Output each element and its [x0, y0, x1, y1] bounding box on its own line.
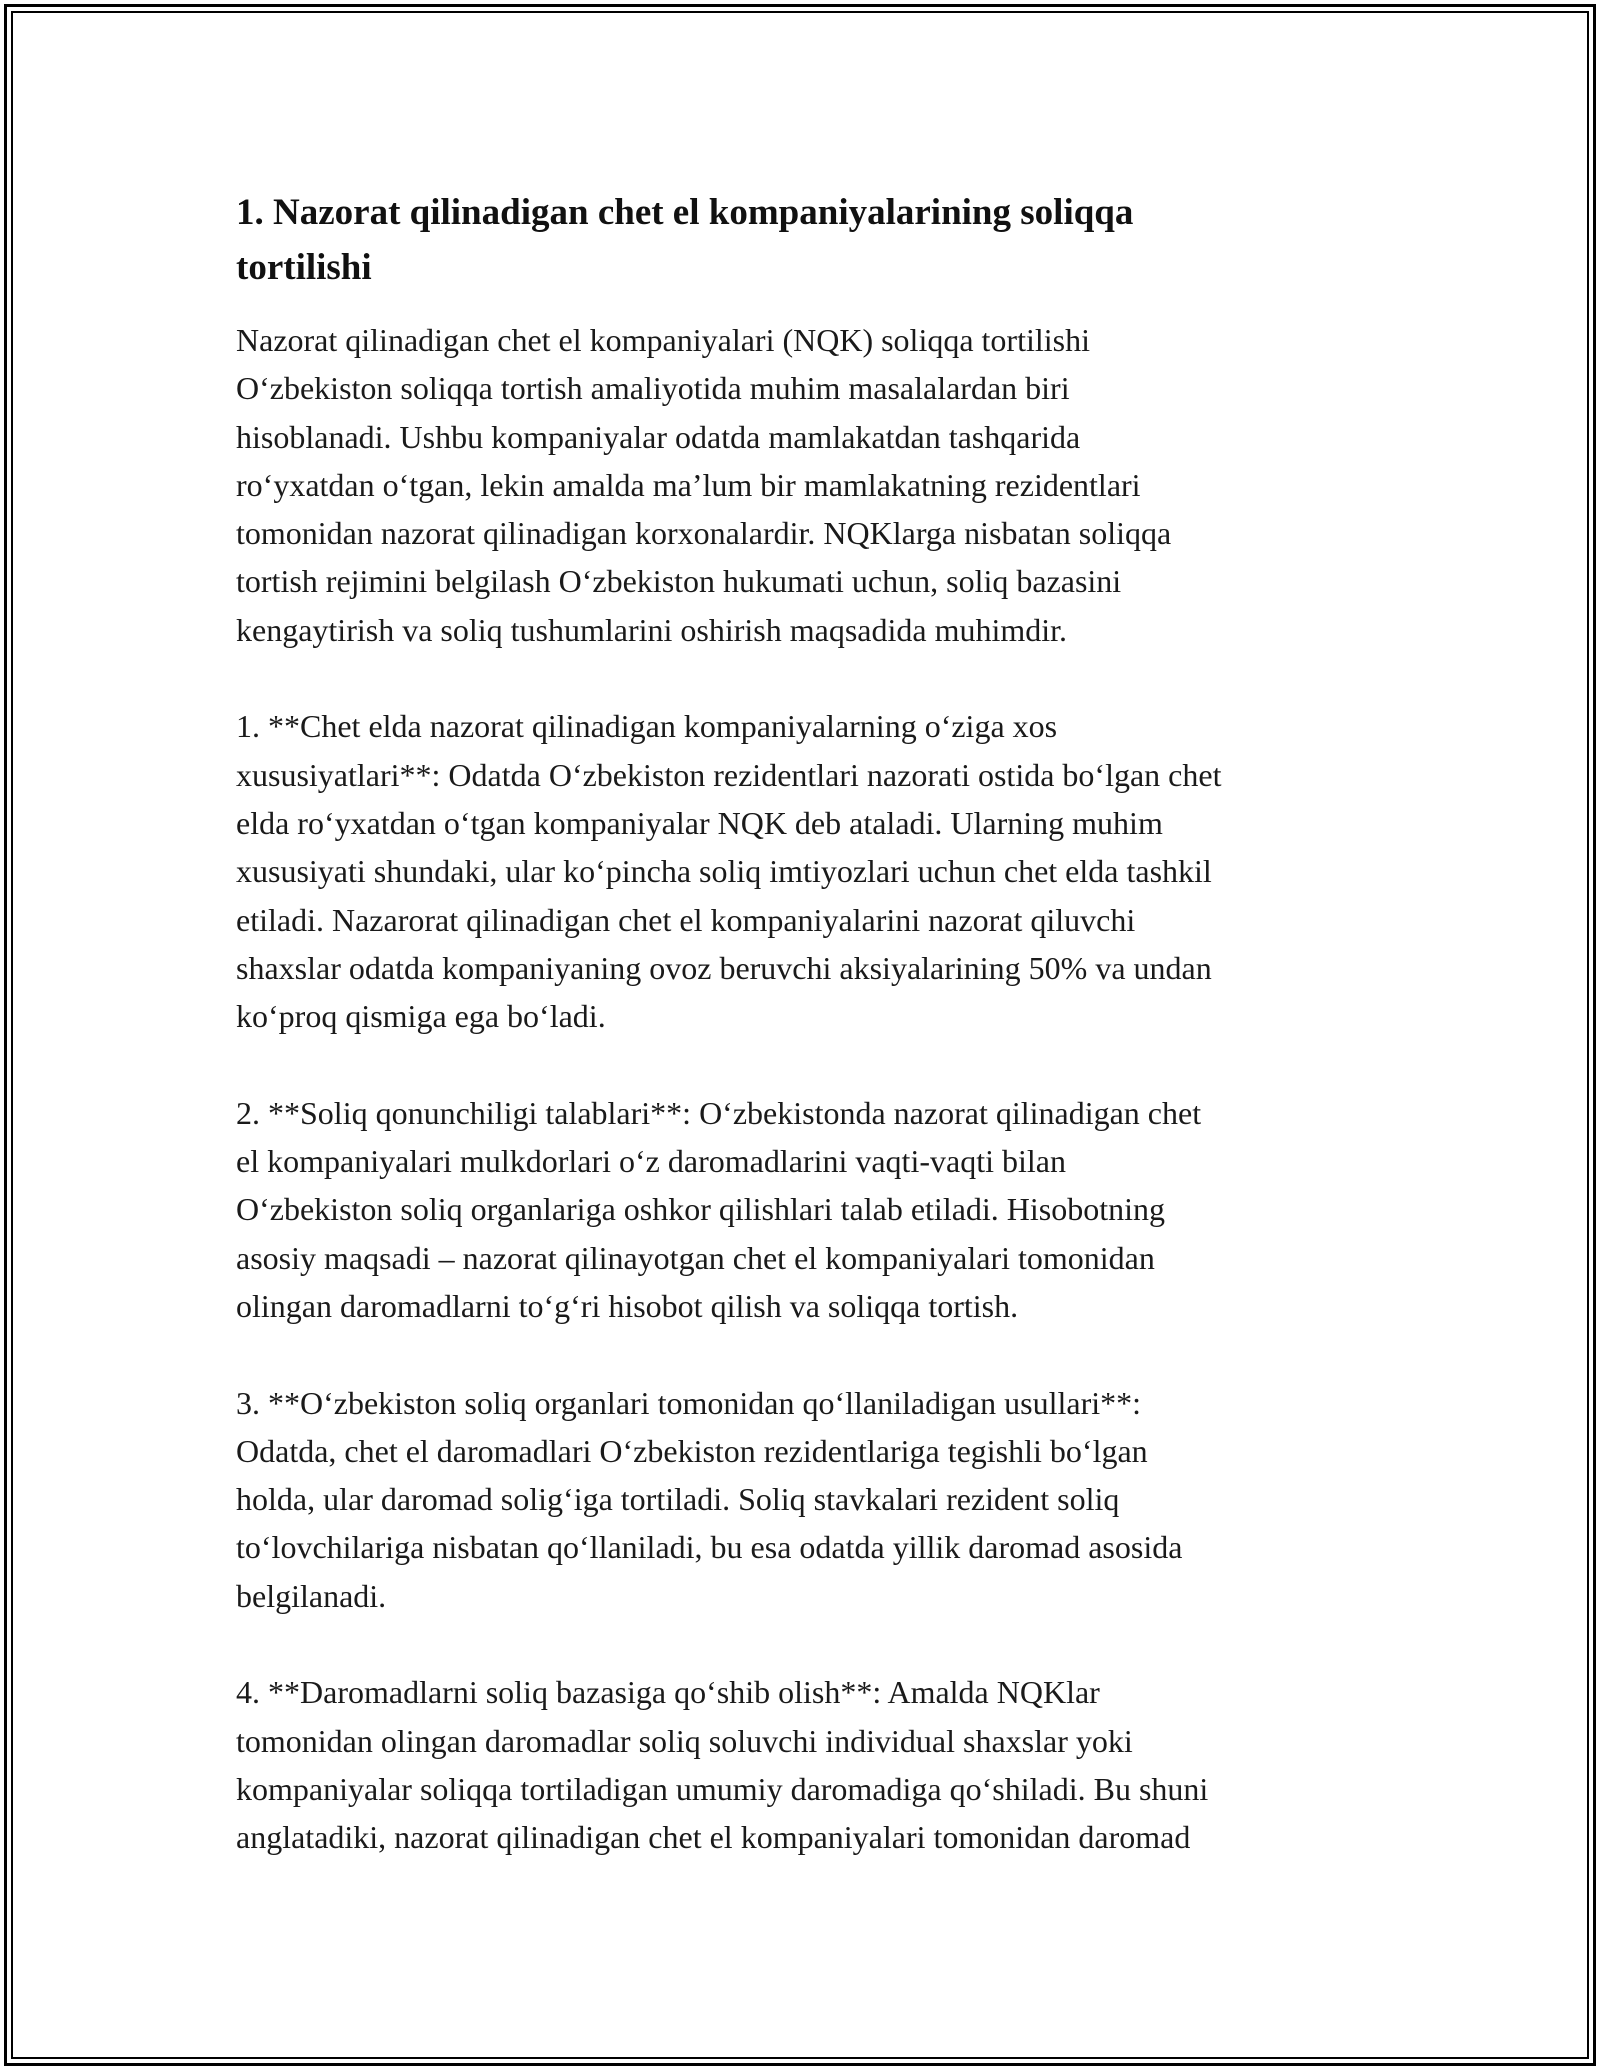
section-heading: 1. Nazorat qilinadigan chet el kompaniyalarining soliqqa tortilishi	[236, 192, 1134, 288]
intro-paragraph: Nazorat qilinadigan chet el kompaniyalari (NQK) soliqqa tortilishi O‘zbekiston soliqqa tortish amaliyotida muhim masalalardan biri hisoblanadi. Ushbu kompaniyalar odatda mamlakatdan tashqarida ro‘yxatdan o‘tgan, lekin amalda ma’lum bir mamlakatning rezidentlari tomonidan nazorat qilinadigan korxonalardir. NQKlarga nisbatan soliqqa tortish rejimini belgilash O‘zbekiston hukumati uchun, soliq bazasini kengaytirish va soliq tushumlarini oshirish maqsadida muhimdir.	[236, 322, 1172, 648]
list-item-3: 3. **O‘zbekiston soliq organlari tomonidan qo‘llaniladigan usullari**: Odatda, chet el daromadlari O‘zbekiston rezidentlariga tegishli bo‘lgan holda, ular daromad solig‘iga tortiladi. Soliq stavkalari rezident soliq to‘lovchilariga nisbatan qo‘llaniladi, bu esa odatda yillik daromad asosida belgilanadi.	[236, 1384, 1183, 1614]
document-body	[236, 185, 1376, 1862]
list-item-4: 4. **Daromadlarni soliq bazasiga qo‘shib olish**: Amalda NQKlar tomonidan olingan daromadlar soliq soluvchi individual shaxslar yoki kompaniyalar soliqqa tortiladigan umumiy daromadiga qo‘shiladi. Bu shuni anglatadiki, nazorat qilinadigan chet el kompaniyalari tomonidan daromad	[236, 1674, 1209, 1856]
list-item-1: 1. **Chet elda nazorat qilinadigan kompaniyalarning o‘ziga xos xususiyatlari**: Odatda O‘zbekiston rezidentlari nazorati ostida bo‘lgan chet elda ro‘yxatdan o‘tgan kompaniyalar NQK deb ataladi. Ularning muhim xususiyati shundaki, ular ko‘pincha soliq imtiyozlari uchun chet elda tashkil etiladi. Nazarorat qilinadigan chet el kompaniyalarini nazorat qiluvchi shaxslar odatda kompaniyaning ovoz beruvchi aksiyalarining 50% va undan ko‘proq qismiga ega bo‘ladi.	[236, 708, 1222, 1035]
list-item-2: 2. **Soliq qonunchiligi talablari**: O‘zbekistonda nazorat qilinadigan chet el kompaniyalari mulkdorlari o‘z daromadlarini vaqti-vaqti bilan O‘zbekiston soliq organlariga oshkor qilishlari talab etiladi. Hisobotning asosiy maqsadi – nazorat qilinayotgan chet el kompaniyalari tomonidan olingan daromadlarni to‘g‘ri hisobot qilish va soliqqa tortish.	[236, 1094, 1202, 1324]
